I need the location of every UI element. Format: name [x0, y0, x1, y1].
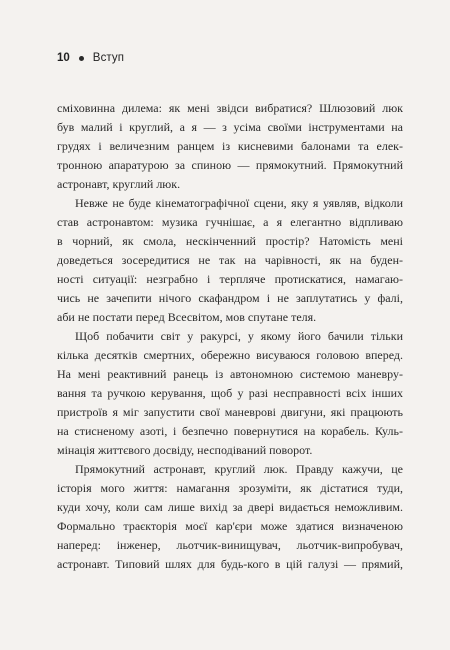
body-text: [57, 99, 403, 574]
text-line: Невже не буде кінематографічної сцени, яку я уявляв, відколи: [75, 196, 403, 210]
text-line: був малий і круглий, а я — з усіма своїми інструментами на: [57, 120, 403, 134]
text-line: історія мого життя: намагання зрозуміти, як дістатися туди,: [57, 481, 403, 495]
text-line: астронавт. Типовий шлях для будь-кого в цій галузі — прямий,: [57, 557, 403, 571]
text-line: кілька десятків смертних, обережно висуваюся головою вперед.: [57, 348, 403, 362]
text-line: Формально траєкторія моєї кар'єри може здатися визначеною: [57, 519, 403, 533]
paragraph: [57, 327, 403, 460]
text-line: чись не зачепити нічого скафандром і не заплутатись у фалі,: [57, 291, 403, 305]
text-line: аби не постати перед Всесвітом, мов спутане теля.: [57, 310, 317, 324]
text-line: Щоб побачити світ у ракурсі, у якому його бачили тільки: [75, 329, 403, 343]
text-line: Прямокутний астронавт, круглий люк. Правду кажучи, це: [75, 462, 403, 476]
paragraph: [57, 194, 403, 327]
text-line: в чорний, як смола, нескінченний простір? Натомість мені: [57, 234, 403, 248]
text-line: На мені реактивний ранець із автономною системою маневру-: [57, 367, 403, 381]
text-line: вання та ручкою керування, щоб у разі несправності всіх інших: [57, 386, 403, 400]
paragraph: [57, 99, 403, 194]
section-title: Вступ: [92, 52, 125, 64]
text-line: пристроїв я міг запустити свої маневрові двигуни, які працюють: [57, 405, 403, 419]
text-line: наперед: інженер, льотчик-винищувач, льотчик-випробувач,: [57, 538, 403, 552]
text-line: став астронавтом: музика гучнішає, а я елегантно відпливаю: [57, 215, 403, 229]
text-line: куди хочу, коли сам лише вихід за двері видається неможливим.: [57, 500, 403, 514]
text-line: мінація життєвого досвіду, несподіваний поворот.: [57, 443, 313, 457]
page-number: 10: [57, 52, 70, 64]
bullet-separator: [79, 56, 84, 61]
text-line: астронавт, круглий люк.: [57, 177, 181, 191]
text-line: ності ситуації: незграбно і терпляче протискатися, намагаю-: [57, 272, 403, 286]
text-line: сміховинна дилема: як мені звідси вибратися? Шлюзовий люк: [57, 101, 403, 115]
text-line: доведеться зосередитися не так на чарівності, як на буден-: [57, 253, 403, 267]
text-line: на стисненому азоті, і безпечно повернутися на корабель. Куль-: [57, 424, 403, 438]
text-line: тронною апаратурою за спиною — прямокутний. Прямокутний: [57, 158, 403, 172]
page-header: [57, 52, 124, 64]
text-line: грудях і величезним ранцем із кисневими балонами та елек-: [57, 139, 403, 153]
paragraph: [57, 460, 403, 574]
